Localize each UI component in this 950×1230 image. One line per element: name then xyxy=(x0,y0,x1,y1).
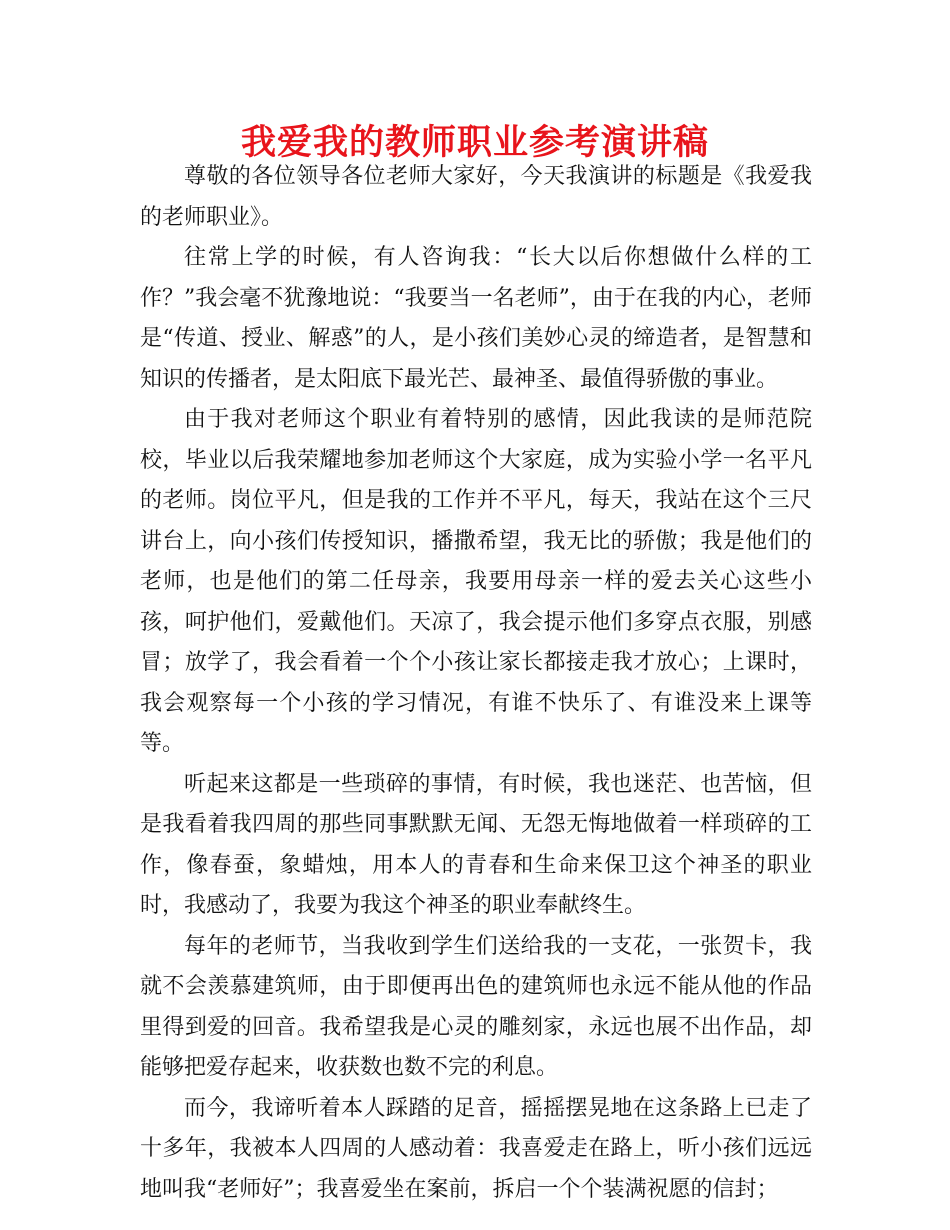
document-title: 我爱我的教师职业参考演讲稿 xyxy=(240,123,709,163)
paragraph: 往常上学的时候，有人咨询我：“长大以后你想做什么样的工作？”我会毫不犹豫地说：“我要当一名老师”，由于在我的内心，老师是“传道、授业、解惑”的人，是小孩们美妙心灵的缔造者，是智慧和知识的传播者，是太阳底下最光芒、最神圣、最值得骄傲的事业。 xyxy=(140,245,812,392)
document-body xyxy=(140,157,812,1210)
paragraph: 尊敬的各位领导各位老师大家好，今天我演讲的标题是《我爱我的老师职业》。 xyxy=(140,164,812,230)
paragraph: 由于我对老师这个职业有着特别的感情，因此我读的是师范院校，毕业以后我荣耀地参加老师这个大家庭，成为实验小学一名平凡的老师。岗位平凡，但是我的工作并不平凡，每天，我站在这个三尺讲台上，向小孩们传授知识，播撒希望，我无比的骄傲；我是他们的老师，也是他们的第二任母亲，我要用母亲一样的爱去关心这些小孩，呵护他们，爱戴他们。天凉了，我会提示他们多穿点衣服，别感冒；放学了，我会看着一个个小孩让家长都接走我才放心；上课时，我会观察每一个小孩的学习情况，有谁不快乐了、有谁没来上课等等。 xyxy=(140,407,812,756)
paragraph: 每年的老师节，当我收到学生们送给我的一支花，一张贺卡，我就不会羡慕建筑师，由于即便再出色的建筑师也永远不能从他的作品里得到爱的回音。我希望我是心灵的雕刻家，永远也展不出作品，却能够把爱存起来，收获数也数不完的利息。 xyxy=(140,933,812,1080)
paragraph: 听起来这都是一些琐碎的事情，有时候，我也迷茫、也苦恼，但是我看着我四周的那些同事默默无闻、无怨无悔地做着一样琐碎的工作，像春蚕，象蜡烛，用本人的青春和生命来保卫这个神圣的职业时，我感动了，我要为我这个神圣的职业奉献终生。 xyxy=(140,771,812,918)
paragraph: 而今，我谛听着本人踩踏的足音，摇摇摆晃地在这条路上已走了十多年，我被本人四周的人感动着：我喜爱走在路上，听小孩们远远地叫我“老师好”；我喜爱坐在案前，拆启一个个装满祝愿的信封； xyxy=(140,1095,812,1202)
